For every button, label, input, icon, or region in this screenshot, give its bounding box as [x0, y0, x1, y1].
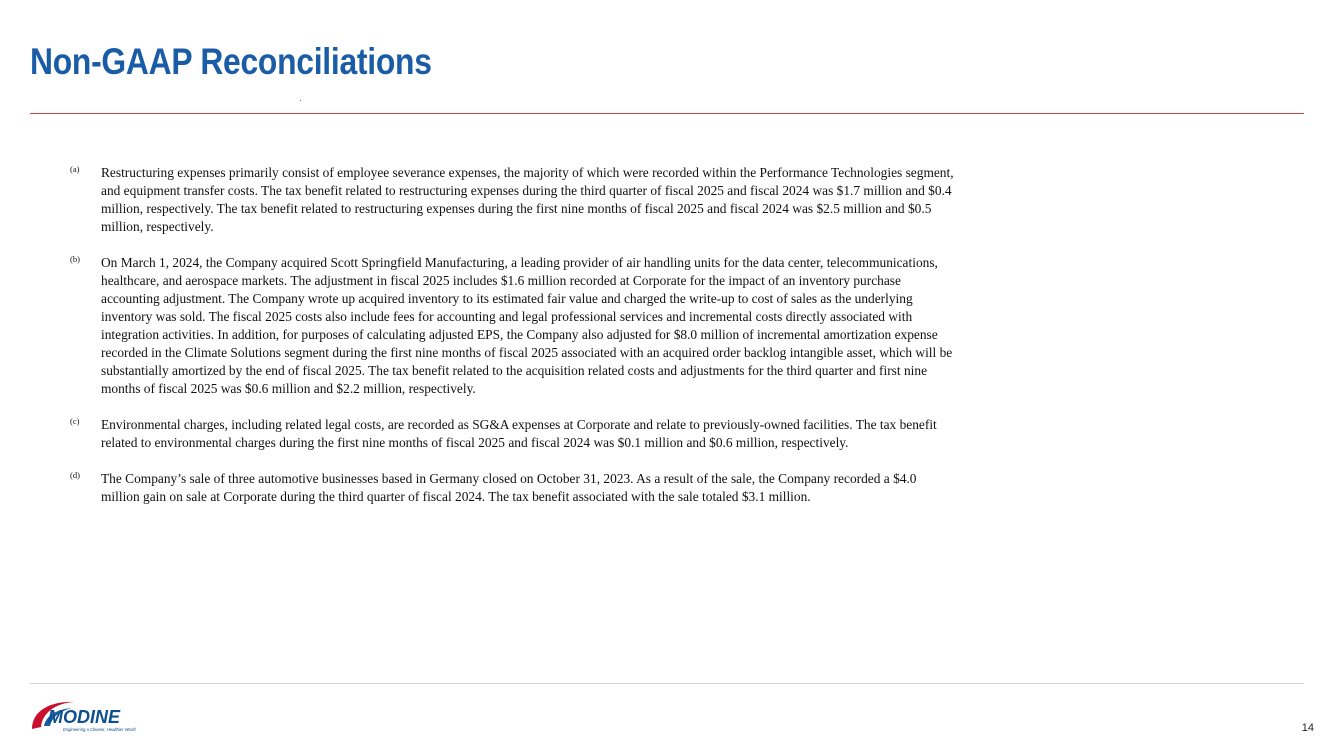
footnote-text: Environmental charges, including related legal costs, are recorded as SG&A expenses at Corporate and relate to previously-owned facilities. The tax benefit related to environmental charges during the first nine months of fiscal 2025 and fiscal 2024 was $0.1 million and $0.6 million, respectively. [101, 417, 937, 450]
footnote-text: The Company’s sale of three automotive businesses based in Germany closed on October 31, 2023. As a result of the sale, the Company recorded a $4.0 million gain on sale at Corporate during the third quarter of fiscal 2024. The tax benefit associated with the sale totaled $3.1 million. [101, 471, 917, 504]
footnote-marker: (c) [70, 416, 80, 426]
decorative-dot [300, 100, 301, 101]
page-title: Non-GAAP Reconciliations [30, 41, 432, 82]
footnote-b [70, 254, 955, 398]
footnote-text: On March 1, 2024, the Company acquired Scott Springfield Manufacturing, a leading provider of air handling units for the data center, telecommunications, healthcare, and aerospace markets. The adjustment in fiscal 2025 includes $1.6 million recorded at Corporate for the impact of an inventory purchase accounting adjustment. The Company wrote up acquired inventory to its estimated fair value and charged the write-up to cost of sales as the underlying inventory was sold. The fiscal 2025 costs also include fees for accounting and legal professional services and incremental costs directly associated with integration activities. In addition, for purposes of calculating adjusted EPS, the Company also adjusted for $8.0 million of incremental amortization expense recorded in the Climate Solutions segment during the first nine months of fiscal 2025 associated with an acquired order backlog intangible asset, which will be substantially amortized by the end of fiscal 2025. The tax benefit related to the acquisition related costs and adjustments for the third quarter and first nine months of fiscal 2025 was $0.6 million and $2.2 million, respectively. [101, 255, 953, 396]
modine-logo [30, 693, 160, 737]
footnote-marker: (d) [70, 470, 80, 480]
footnotes [70, 164, 955, 524]
footnote-d [70, 470, 955, 506]
footnote-a [70, 164, 955, 236]
logo-tagline: Engineering a Cleaner, Healthier World [63, 727, 136, 732]
header-divider [30, 113, 1304, 114]
footer-divider [30, 683, 1304, 684]
footnote-marker: (a) [70, 164, 80, 174]
footnote-text: Restructuring expenses primarily consist of employee severance expenses, the majority of which were recorded within the Performance Technologies segment, and equipment transfer costs. The tax benefit related to restructuring expenses during the third quarter of fiscal 2025 and fiscal 2024 was $1.7 million and $0.4 million, respectively. The tax benefit related to restructuring expenses during the first nine months of fiscal 2025 and fiscal 2024 was $2.5 million and $0.5 million, respectively. [101, 165, 954, 234]
footnote-marker: (b) [70, 254, 80, 264]
footnote-c [70, 416, 955, 452]
page-number: 14 [1301, 722, 1314, 734]
logo-wordmark: MODINE [48, 707, 120, 727]
